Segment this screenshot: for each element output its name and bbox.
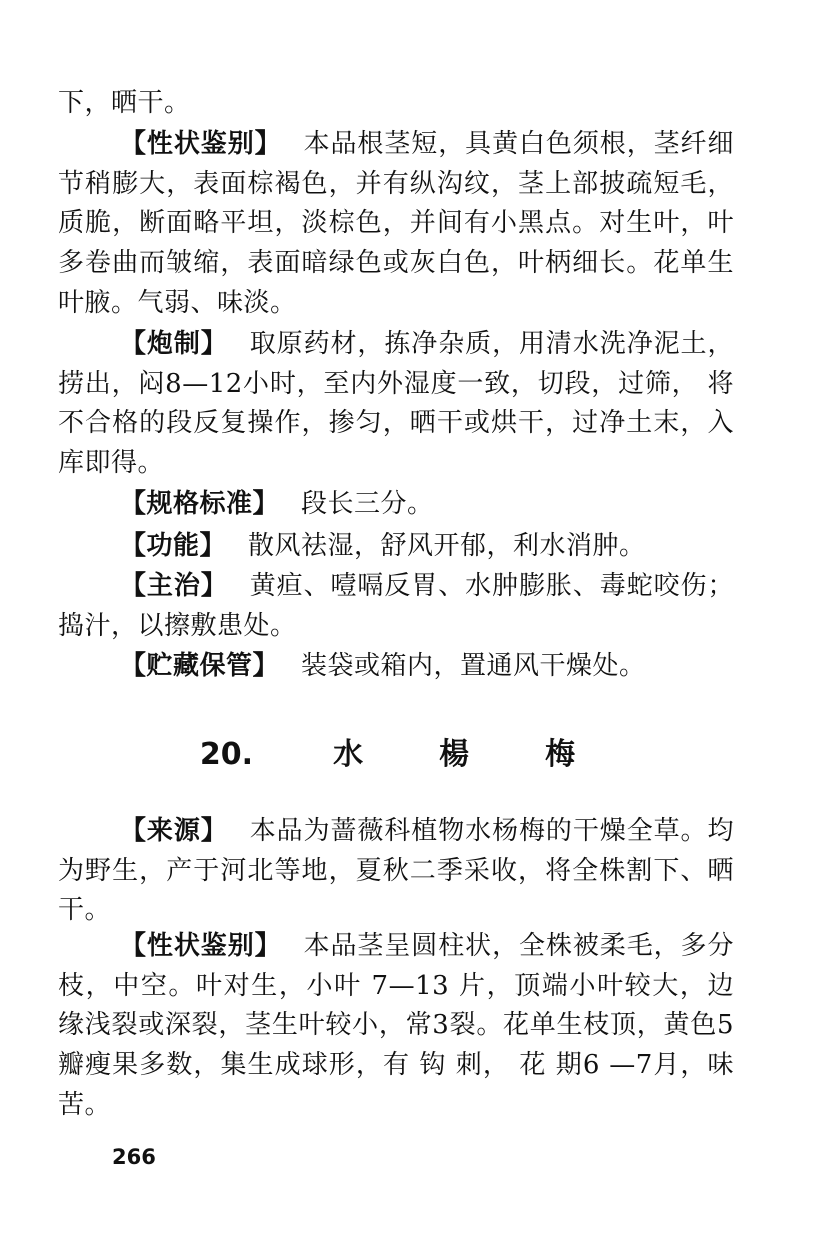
section-label: 【性状鉴别】 <box>120 931 282 961</box>
paragraph-characteristics-2 <box>58 927 734 1126</box>
paragraph-text: 装袋或箱内，置通风干燥处。 <box>301 651 646 681</box>
paragraph-text: 黄疸、噎嗝反胃、水肿膨胀、毒蛇咬伤；捣汁，以擦敷患处。 <box>58 571 734 641</box>
paragraph-text: 下，晒干。 <box>58 88 191 118</box>
paragraph-text: 段长三分。 <box>301 489 434 519</box>
paragraph-text: 本品根茎短，具黄白色须根，茎纤细节稍膨大，表面棕褐色，并有纵沟纹，茎上部披疏短毛，质脆，断面略平坦，淡棕色，并间有小黑点。对生叶，叶多卷曲而皱缩，表面暗绿色或灰白色，叶柄细长。花单生叶腋。气弱、味淡。 <box>58 129 734 318</box>
section-label: 【性状鉴别】 <box>120 129 282 159</box>
section-label: 【来源】 <box>120 816 228 846</box>
page-number: 266 <box>112 1145 156 1169</box>
paragraph-text: 散风祛湿，舒风开郁，利水消肿。 <box>248 531 646 561</box>
paragraph-continuation <box>58 84 734 124</box>
paragraph-characteristics <box>58 125 734 324</box>
section-title-char: 梅 <box>545 737 576 772</box>
section-title-char: 水 <box>333 737 364 772</box>
paragraph-text: 本品茎呈圆柱状，全株被柔毛，多分枝，中空。叶对生，小叶 7—13 片，顶端小叶较大，边缘浅裂或深裂，茎生叶较小，常3裂。花单生枝顶，黄色5瓣瘦果多数，集生成球形，有 钩 刺， 花 期6 —7月，味苦。 <box>58 931 734 1120</box>
section-label: 【功能】 <box>120 531 227 561</box>
section-title-char: 楊 <box>439 737 470 772</box>
paragraph-function <box>58 527 734 567</box>
section-number: 20. <box>199 737 254 772</box>
section-label: 【主治】 <box>120 571 228 601</box>
paragraph-indications <box>58 567 734 646</box>
section-label: 【规格标准】 <box>120 489 280 519</box>
section-label: 【贮藏保管】 <box>120 651 280 681</box>
paragraph-specification <box>58 485 734 525</box>
section-label: 【炮制】 <box>120 329 228 359</box>
section-heading <box>0 735 813 775</box>
paragraph-processing <box>58 325 734 484</box>
paragraph-storage <box>58 647 734 687</box>
paragraph-source <box>58 812 734 931</box>
paragraph-text: 本品为蔷薇科植物水杨梅的干燥全草。均为野生，产于河北等地，夏秋二季采收，将全株割下、晒干。 <box>58 816 734 926</box>
paragraph-text: 取原药材，拣净杂质，用清水洗净泥土，捞出，闷8—12小时，至内外湿度一致，切段，过筛， 将不合格的段反复操作，掺匀，晒干或烘干，过净土末，入库即得。 <box>58 329 734 479</box>
